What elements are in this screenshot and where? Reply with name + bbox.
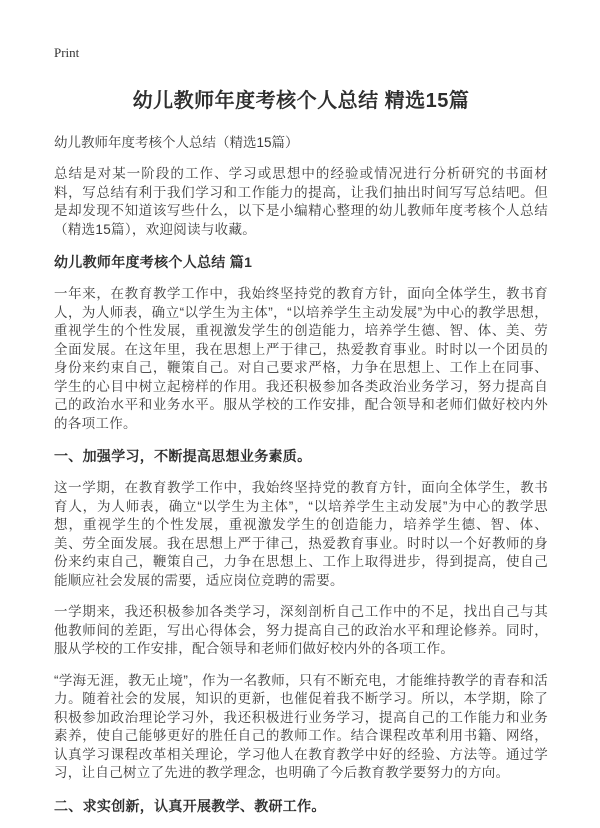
- section-heading-2: 二、求实创新，认真开展教学、教研工作。: [54, 797, 326, 814]
- page-title: 幼儿教师年度考核个人总结 精选15篇: [132, 90, 470, 112]
- paragraph: “学海无涯，教无止境”，作为一名教师，只有不断充电，才能维持教学的青春和活力。随着社会的发展，知识的更新，也催促着我不断学习。所以，本学期，除了积极参加政治理论学习外，我还积极进行业务学习，提高自己的工作能力和业务素养，使自己能够更好的胜任自己的教师工作。结合课程改革利用书籍、网络，认真学习课程改革相关理论，学习他人在教育教学中好的经验、方法等。通过学习，让自己树立了先进的教学理念，也明确了今后教育教学要努力的方向。: [54, 672, 548, 780]
- section-heading-1: 一、加强学习，不断提高思想业务素质。: [54, 448, 312, 464]
- paragraph: 一学期来，我还积极参加各类学习，深刻剖析自己工作中的不足，找出自己与其他教师间的差距，写出心得体会，努力提高自己的政治水平和理论修养。同时，服从学校的工作安排，配合领导和老师们做好校内外的各项工作。: [54, 604, 548, 656]
- paragraph: 一年来，在教育教学工作中，我始终坚持党的教育方针，面向全体学生，教书育人，为人师表，确立“以学生为主体”，“以培养学生主动发展”为中心的教学思想，重视学生的个性发展，重视激发学生的创造能力，培养学生德、智、体、美、劳全面发展。在这年里，我在思想上严于律己，热爱教育事业。时时以一个团员的身份来约束自己，鞭策自己。对自己要求严格，力争在思想上、工作上在同事、学生的心目中树立起榜样的作用。我还积极参加各类政治业务学习，努力提高自己的政治水平和业务水平。服从学校的工作安排，配合领导和老师们做好校内外的各项工作。: [54, 286, 548, 431]
- document-subtitle: 幼儿教师年度考核个人总结（精选15篇）: [54, 135, 299, 150]
- print-link[interactable]: Print: [54, 45, 80, 60]
- intro-paragraph: 总结是对某一阶段的工作、学习或思想中的经验或情况进行分析研究的书面材料，写总结有利于我们学习和工作能力的提高，让我们抽出时间写写总结吧。但是却发现不知道该写些什么，以下是小编精心整理的幼儿教师年度考核个人总结（精选15篇），欢迎阅读与收藏。: [54, 166, 548, 237]
- document-body: [54, 165, 548, 816]
- section-heading-part1: 幼儿教师年度考核个人总结 篇1: [54, 254, 253, 270]
- paragraph: 这一学期，在教育教学工作中，我始终坚持党的教育方针，面向全体学生，教书育人，为人师表，确立“以学生为主体”，“以培养学生主动发展”为中心的教学思想，重视学生的个性发展，重视激发学生的创造能力，培养学生德、智、体、美、劳全面发展。我在思想上严于律己，热爱教育事业。时时以一个好教师的身份来约束自己，鞭策自己，力争在思想上、工作上取得进步，得到提高，使自己能顺应社会发展的需要，适应岗位竞聘的需要。: [54, 480, 548, 588]
